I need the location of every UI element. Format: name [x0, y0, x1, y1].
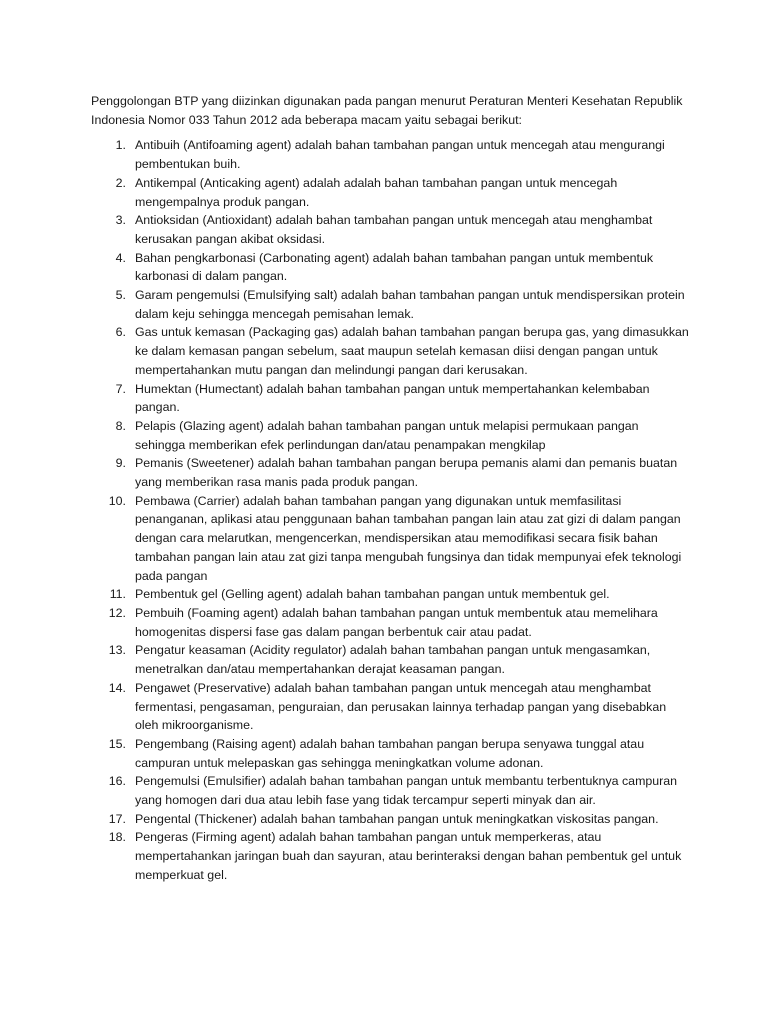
list-number: 3.: [115, 213, 126, 228]
list-text: Garam pengemulsi (Emulsifying salt) adalah bahan tambahan pangan untuk mendispersikan protein dalam keju sehingga mencegah pemisahan lemak.: [135, 288, 685, 321]
list-number: 5.: [115, 288, 126, 303]
list-item: [91, 772, 691, 809]
list-item: [91, 641, 691, 678]
list-text: Pengental (Thickener) adalah bahan tambahan pangan untuk meningkatkan viskositas pangan.: [135, 811, 659, 826]
numbered-list: [91, 136, 691, 884]
list-item: [91, 417, 691, 454]
list-number: 2.: [115, 175, 126, 190]
list-number: 12.: [108, 605, 126, 620]
list-item: [91, 249, 691, 286]
list-text: Pengeras (Firming agent) adalah bahan tambahan pangan untuk memperkeras, atau mempertahankan jaringan buah dan sayuran, atau berinteraksi dengan bahan pembentuk gel untuk memperkuat gel.: [135, 830, 682, 882]
list-text: Pengatur keasaman (Acidity regulator) adalah bahan tambahan pangan untuk mengasamkan, menetralkan dan/atau mempertahankan derajat keasaman pangan.: [135, 643, 651, 677]
list-text: Pembuih (Foaming agent) adalah bahan tambahan pangan untuk membentuk atau memelihara homogenitas dispersi fase gas dalam pangan berbentuk cair atau padat.: [135, 605, 658, 639]
list-item: [91, 380, 691, 417]
list-text: Pelapis (Glazing agent) adalah bahan tambahan pangan untuk melapisi permukaan pangan sehingga memberikan efek perlindungan dan/atau penampakan mengkilap: [135, 418, 639, 452]
list-text: Pengembang (Raising agent) adalah bahan tambahan pangan berupa senyawa tunggal atau campuran untuk melepaskan gas sehingga meningkatkan volume adonan.: [135, 736, 645, 770]
list-number: 6.: [115, 325, 126, 340]
list-number: 4.: [115, 250, 126, 265]
list-text: Antikempal (Anticaking agent) adalah adalah bahan tambahan pangan untuk mencegah mengempalnya produk pangan.: [135, 175, 618, 209]
list-item: [91, 679, 691, 735]
list-item: [91, 492, 691, 586]
list-item: [91, 828, 691, 884]
list-item: [91, 810, 691, 829]
list-number: 10.: [108, 493, 126, 508]
list-text: Humektan (Humectant) adalah bahan tambahan pangan untuk mempertahankan kelembaban pangan.: [135, 381, 650, 415]
list-text: Antioksidan (Antioxidant) adalah bahan tambahan pangan untuk mencegah atau menghambat kerusakan pangan akibat oksidasi.: [135, 213, 653, 246]
list-number: 13.: [108, 643, 126, 658]
list-text: Bahan pengkarbonasi (Carbonating agent) adalah bahan tambahan pangan untuk membentuk karbonasi di dalam pangan.: [135, 250, 654, 284]
list-item: [91, 735, 691, 772]
list-number: 7.: [115, 381, 126, 396]
list-number: 1.: [115, 138, 126, 153]
list-number: 17.: [108, 811, 126, 826]
list-number: 18.: [108, 830, 126, 845]
list-item: [91, 211, 691, 248]
intro-paragraph: Penggolongan BTP yang diizinkan digunakan pada pangan menurut Peraturan Menteri Kesehatan Republik Indonesia Nomor 033 Tahun 2012 ada beberapa macam yaitu sebagai berikut:: [91, 94, 683, 127]
list-number: 11.: [109, 587, 126, 602]
list-text: Pemanis (Sweetener) adalah bahan tambahan pangan berupa pemanis alami dan pemanis buatan yang memberikan rasa manis pada produk pangan.: [135, 456, 678, 490]
list-text: Pengawet (Preservative) adalah bahan tambahan pangan untuk mencegah atau menghambat fermentasi, pengasaman, penguraian, dan perusakan lainnya terhadap pangan yang disebabkan oleh mikroorganisme.: [135, 680, 667, 733]
document-body: [91, 92, 691, 885]
list-item: [91, 323, 691, 379]
list-text: Pembawa (Carrier) adalah bahan tambahan pangan yang digunakan untuk memfasilitasi penanganan, aplikasi atau penggunaan bahan tambahan pangan lain atau zat gizi di dalam pangan dengan cara melarutkan, mengencerkan, mendispersikan atau memodifikasi secara fisik bahan tambahan pangan lain atau zat gizi tanpa mengubah fungsinya dan tidak mempunyai efek teknologi pada pangan: [135, 493, 682, 583]
list-number: 15.: [108, 736, 126, 751]
list-text: Pembentuk gel (Gelling agent) adalah bahan tambahan pangan untuk membentuk gel.: [135, 587, 610, 602]
list-item: [91, 286, 691, 323]
list-number: 8.: [115, 418, 126, 433]
list-number: 9.: [115, 456, 126, 471]
list-item: [91, 454, 691, 491]
list-number: 14.: [108, 680, 126, 695]
list-text: Pengemulsi (Emulsifier) adalah bahan tambahan pangan untuk membantu terbentuknya campuran yang homogen dari dua atau lebih fase yang tidak tercampur seperti minyak dan air.: [135, 774, 678, 808]
list-text: Antibuih (Antifoaming agent) adalah bahan tambahan pangan untuk mencegah atau mengurangi pembentukan buih.: [135, 138, 665, 172]
list-item: [91, 136, 691, 173]
list-item: [91, 604, 691, 641]
list-text: Gas untuk kemasan (Packaging gas) adalah bahan tambahan pangan berupa gas, yang dimasukkan ke dalam kemasan pangan sebelum, saat maupun setelah kemasan diisi dengan pangan untuk mempertahankan mutu pangan dan melindungi pangan dari kerusakan.: [135, 325, 689, 377]
list-number: 16.: [108, 774, 126, 789]
list-item: [91, 585, 691, 604]
list-item: [91, 174, 691, 211]
